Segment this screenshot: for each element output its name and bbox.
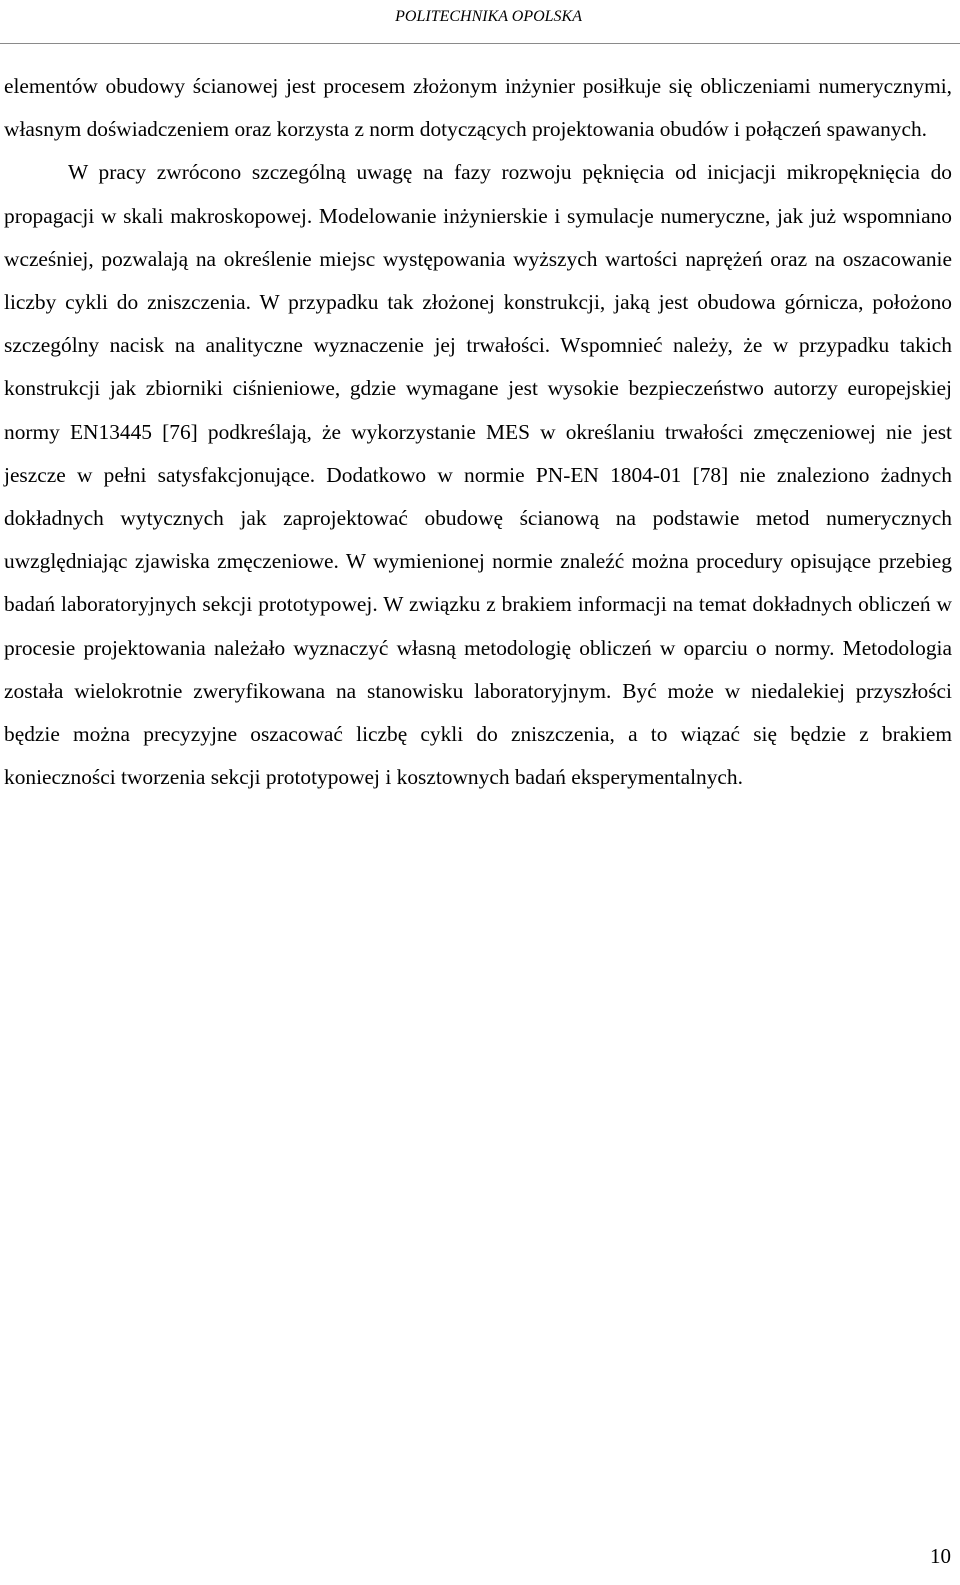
body-text: [4, 65, 952, 799]
paragraph-main: W pracy zwrócono szczególną uwagę na fazy rozwoju pęknięcia od inicjacji mikropęknięcia do propagacji w skali makroskopowej. Modelowanie inżynierskie i symulacje numeryczne, jak już wspomniano wcześniej, pozwalają na określenie miejsc występowania wyższych wartości naprężeń oraz na oszacowanie liczby cykli do zniszczenia. W przypadku tak złożonej konstrukcji, jaką jest obudowa górnicza, położono szczególny nacisk na analityczne wyznaczenie jej trwałości. Wspomnieć należy, że w przypadku takich konstrukcji jak zbiorniki ciśnieniowe, gdzie wymagane jest wysokie bezpieczeństwo autorzy europejskiej normy EN13445 [76] podkreślają, że wykorzystanie MES w określaniu trwałości zmęczeniowej nie jest jeszcze w pełni satysfakcjonujące. Dodatkowo w normie PN-EN 1804-01 [78] nie znaleziono żadnych dokładnych wytycznych jak zaprojektować obudowę ścianową na podstawie metod numerycznych uwzględniając zjawiska zmęczeniowe. W wymienionej normie znaleźć można procedury opisujące przebieg badań laboratoryjnych sekcji prototypowej. W związku z brakiem informacji na temat dokładnych obliczeń w procesie projektowania należało wyznaczyć własną metodologię obliczeń w oparciu o normy. Metodologia została wielokrotnie zweryfikowana na stanowisku laboratoryjnym. Być może w niedalekiej przyszłości będzie można precyzyjne oszacować liczbę cykli do zniszczenia, a to wiązać się będzie z brakiem konieczności tworzenia sekcji prototypowej i kosztownych badań eksperymentalnych.: [4, 160, 952, 790]
running-header: [0, 0, 960, 44]
running-title: POLITECHNIKA OPOLSKA: [395, 8, 582, 25]
paragraph-continuation: elementów obudowy ścianowej jest procesem złożonym inżynier posiłkuje się obliczeniami numerycznymi, własnym doświadczeniem oraz korzysta z norm dotyczących projektowania obudów i połączeń spawanych.: [4, 74, 952, 142]
page-number: 10: [930, 1544, 951, 1568]
